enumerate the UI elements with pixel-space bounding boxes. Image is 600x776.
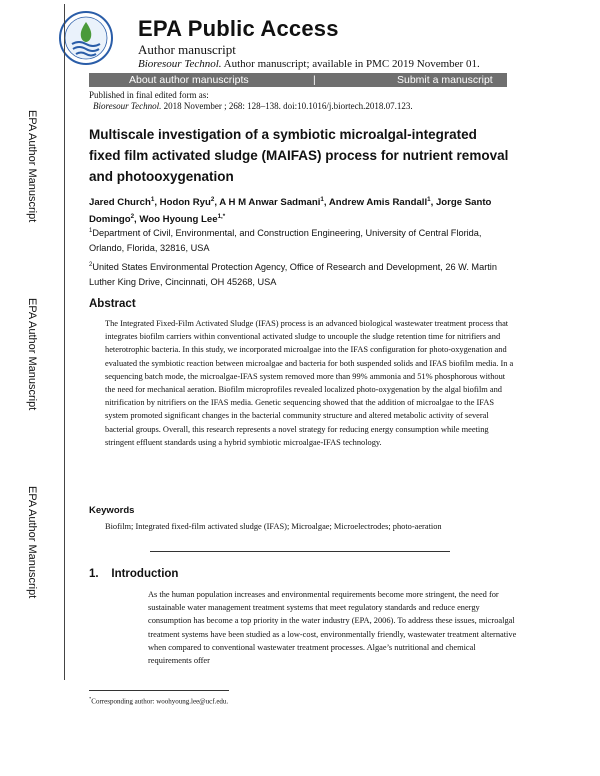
header-title: EPA Public Access [138,16,339,41]
header-cite-rest: Author manuscript; available in PMC 2019 November 01. [221,58,480,70]
header-nav-bar [89,73,507,87]
author-affil-sup: 1 [150,196,155,203]
author-name: Jorge Santo Domingo [89,197,492,226]
published-line: Published in final edited form as: [89,90,209,100]
affiliation-sup: 1 [89,228,93,234]
article-title: Multiscale investigation of a symbiotic microalgal-integrated fixed film activated sludge (MAIFAS) process for nutrient removal and photooxygenation [89,127,509,184]
about-author-manuscripts-link[interactable]: About author manuscripts [129,74,249,86]
abstract-body: The Integrated Fixed-Film Activated Sludge (IFAS) process is an advanced biological wastewater treatment process that integrates biofilm carriers within conventional activated sludge to uncouple the sludge retention time for nitrifiers and heterotrophic bacteria. In this study, we incorporated microalgae into the IFAS configuration for photo-oxygenation and evaluated the symbiotic reaction between microalgae and bacteria for both suspended solids and IFAS biofilm media. In a sequencing batch mode, the microalgae-IFAS system removed more than 99% ammonia and 51% phosphorous without the need for mechanical aeration. Biofilm microprofiles revealed localized photo-oxygenation by the algal biofilm and nitrification by nitrifiers on the IFAS media. Genetic sequencing showed that the addition of microalgae to the IFAS system promoted significant changes in the bacterial community structure and altered metabolic activity of several bacterial groups. Overall, this research represents a novel strategy for reducing energy consumption while meeting stringent effluent standards using a hybrid symbiotic microalgae-IFAS technology. [105,319,514,447]
keywords-body: Biofilm; Integrated fixed-film activated sludge (IFAS); Microalgae; Microelectrodes; photo-aeration [105,522,442,531]
author-list: Jared Church$^1$, Hodon Ryu$^2$, A H M Anwar Sadmani$^1$, Andrew Amis Randall$^1$, Jorge Santo Domingo$^2$, Woo Hyoung Lee$^{1,*}$ [89,196,492,226]
margin-rule [64,4,65,680]
side-label: EPA Author Manuscript [26,486,38,599]
footnote-rule [89,690,229,691]
submit-manuscript-link[interactable]: Submit a manuscript [397,74,493,86]
affiliation [89,224,519,255]
nav-separator: | [313,74,316,86]
published-journal: Bioresour Technol. [93,101,162,111]
abstract-heading: Abstract [89,298,136,310]
affiliation [89,258,519,289]
affiliation-text: United States Environmental Protection Agency, Office of Research and Development, 26 W. Martin Luther King Drive, Cincinnati, OH 45268, USA [89,262,497,287]
affiliation-sup: 2 [89,262,93,268]
footnote-text[interactable]: Corresponding author: woohyoung.lee@ucf.edu. [91,697,229,706]
author-name: Andrew Amis Randall [328,197,428,209]
side-label: EPA Author Manuscript [26,110,38,223]
epa-seal-logo-icon [58,10,114,66]
author-affil-sup: 2 [210,196,215,203]
header-cite-journal: Bioresour Technol. [138,58,222,70]
introduction-body: As the human population increases and environmental requirements become more stringent, the need for sustainable water management treatment systems that meet regulatory standards and reduce energy consumption has become a top priority in the water industry (EPA, 2006). To address these issues, microalgal treatment systems have been studied as a low-cost, environmentally friendly, wastewater treatment alternative when compared to conventional wastewater treatment processes. Algae’s nutritional and chemical requirements offer [148,590,517,666]
header-citation [138,58,480,70]
author-name: A H M Anwar Sadmani [219,197,321,209]
introduction-heading: 1. Introduction [89,568,179,580]
side-label: EPA Author Manuscript [26,298,38,411]
author-name: Jared Church [89,197,151,209]
affiliation-text: Department of Civil, Environmental, and Construction Engineering, University of Central Florida, Orlando, Florida, 32816, USA [89,228,482,253]
author-name: Hodon Ryu [159,197,211,209]
footnote-sup: * [89,696,92,701]
published-citation-text: 2018 November ; 268: 128–138. doi:10.1016/j.biortech.2018.07.123. [161,101,413,111]
author-name: Woo Hyoung Lee [139,214,218,226]
footnote [89,696,228,705]
author-affil-sup: 1 [320,196,324,203]
author-affil-sup: 1 [427,196,431,203]
keywords-rule [150,551,450,552]
keywords-heading: Keywords [89,505,135,516]
author-affil-sup: 1,* [217,213,226,221]
published-citation [93,101,413,111]
author-affil-sup: 2 [130,213,135,221]
header-subtitle: Author manuscript [138,42,236,57]
